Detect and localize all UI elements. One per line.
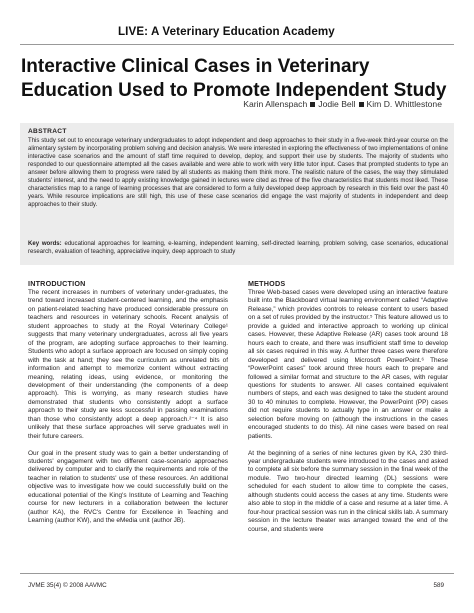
square-bullet-icon [359, 102, 364, 107]
journal-citation: JVME 35(4) © 2008 AAVMC [28, 582, 107, 589]
footer-divider [20, 573, 454, 574]
page-number: 589 [433, 582, 444, 589]
square-bullet-icon [310, 102, 315, 107]
introduction-heading: INTRODUCTION [28, 279, 86, 288]
author-name: Karin Allenspach [243, 99, 308, 109]
paragraph: Three Web-based cases were developed using an interactive feature built into the Blackboard virtual learning environment called “Adaptive Release,” which provides controls to release content to users based on a set of rules provided by the instructor.⁵ This feature allowed us to provide a guided and interactive approach to working up clinical cases. However, these Adaptive Release (AR) cases took around 18 hours each to create, and there was insufficient staff time to develop all six cases required in this way. A further three cases were therefore developed and delivered using Microsoft PowerPoint.⁶ These “PowerPoint cases” took around three hours each to prepare and followed a similar format and structure to the AR cases, with regular questions for students to answer. All cases contained equivalent numbers of steps, and each was designed to take the student around 30 to 40 minutes to complete. However, the PowerPoint (PP) cases did not require students to actually type in an answer or make a selection before moving on (although the instructions in the cases encouraged students to do this). All nine cases were based on real patients. [248, 289, 448, 440]
abstract-text: This study set out to encourage veterinary undergraduates to adopt independent and deep approaches to their study in a five-week third-year course on the alimentary system by incorporating problem solving and decision analysis. We were interested in exploring the effectiveness of two implementations of online interactive case scenarios and the amount of staff time required to develop, deploy, and support their use by students. The majority of students who responded to our questionnaire attempted all the cases available and were able to work with very little tutor input. Cases that prompted students to type an answer before allowing them to progress were rated by all students as making them think more. The realistic nature of the cases, the way they stimulated students' interest, and the need to apply existing knowledge gained in lectures were cited as three of the five characteristics that students most liked. These characteristics map to a range of learning processes that are considered to form a fully developed deep approach by research in this field over the past 40 years. While resource implications are still high, this use of these case scenarios did engage the vast majority of students in independent and deep approaches to their study. [28, 138, 448, 209]
article-title: Interactive Clinical Cases in Veterinary Education Used to Promote Independent Study [21, 56, 447, 101]
author-list [243, 99, 442, 109]
introduction-column [28, 289, 228, 572]
keywords-label: Key words: [28, 241, 62, 247]
keywords-text: educational approaches for learning, e-learning, independent learning, self-directed learning, problem solving, case scenarios, educational research, evaluation of teaching, appreciative inquiry, deep approach to study [28, 241, 448, 256]
methods-column [248, 289, 448, 572]
keywords [28, 240, 448, 256]
header-divider [20, 44, 454, 45]
paragraph: The recent increases in numbers of veterinary under-graduates, the trend toward increased student-centered learning, and the emphasis on patient-related teaching have produced considerable pressure on teachers and resources in veterinary schools. Recent analysis of student approaches to study at the Royal Veterinary College¹ suggests that many veterinary undergraduates, across all five years of the program, are adopting surface approaches to their learning. Students who adopt a surface approach are focused on simply coping with the task at hand; they see the curriculum as unrelated bits of information and attempt to memorize content without extracting meaning, relating ideas, using evidence, or monitoring the development of their understanding (the components of a deep approach). This is worrying, as many research studies have demonstrated that students who consistently adopt a surface approach to their study are less successful in passing examinations than those who consistently adopt a deep approach.²⁻⁴ It is also unlikely that these surface approaches will serve graduates well in their future careers. [28, 289, 228, 440]
abstract-heading: ABSTRACT [28, 128, 67, 135]
paragraph: Our goal in the present study was to gain a better understanding of students' engagement with two different case-scenario approaches delivered by computer and to clarify the requirements and role of the teacher in relation to students' use of these resources. An additional objective was to investigate how we could successfully build on the educational potential of the King's Institute of Learning and Teaching course for new lecturers in a collaboration between the lecturer (author KA), the RVC's Centre for Excellence in Teaching and Learning (author KW), and the eMedia unit (author JB). [28, 449, 228, 525]
author-name: Jodie Bell [318, 99, 356, 109]
author-name: Kim D. Whittlestone [366, 99, 442, 109]
paragraph: At the beginning of a series of nine lectures given by KA, 230 third-year undergraduate students were introduced to the cases and asked to complete all six before the summary session in the final week of the module. Two two-hour directed learning (DL) sessions were scheduled for each student to allow time to complete the cases, although students could access the cases at any time. Students were also able to stop in the middle of a case and resume at a later time. A four-hour practical session was run in the clinical skills lab. A summary session in the lecture theater was arranged toward the end of the course, and students were [248, 449, 448, 533]
journal-section-title: LIVE: A Veterinary Education Academy [118, 25, 335, 38]
methods-heading: METHODS [248, 279, 286, 288]
